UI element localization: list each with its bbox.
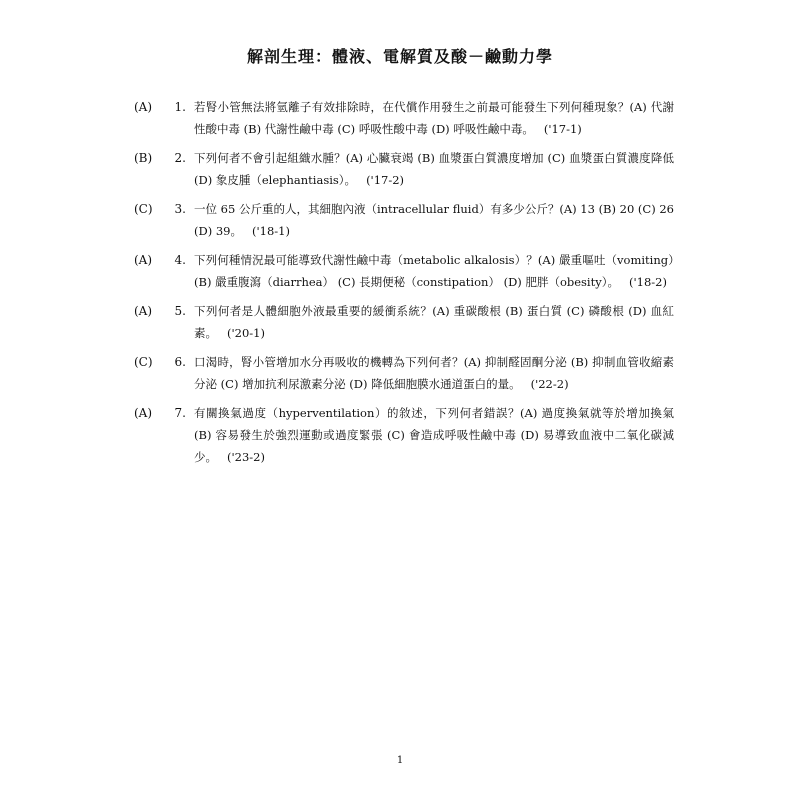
question-text: 有關換氣過度（hyperventilation）的敘述，下列何者錯誤？(A) 過度換氣就等於增加換氣 (B) 容易發生於強烈運動或過度緊張 (C) 會造成呼吸性鹼中毒 (D) 易導致血液中二氧化碳減少。 [194, 406, 674, 464]
page-title: 解剖生理：體液、電解質及酸－鹼動力學 [246, 47, 553, 66]
exam-source: ('17-1) [543, 122, 582, 136]
answer-key: (A) [134, 253, 153, 267]
question-text: 下列何者是人體細胞外液最重要的緩衝系統？(A) 重碳酸根 (B) 蛋白質 (C) 磷酸根 (D) 血紅素。 [194, 304, 674, 340]
question-number: 5. [174, 304, 186, 318]
question-item [134, 300, 674, 344]
question-body [194, 96, 674, 140]
question-item [134, 351, 674, 395]
question-item [134, 249, 674, 293]
question-text: 口渴時，腎小管增加水分再吸收的機轉為下列何者？(A) 抑制醛固酮分泌 (B) 抑制血管收縮素分泌 (C) 增加抗利尿激素分泌 (D) 降低細胞膜水通道蛋白的量。 [194, 355, 674, 391]
exam-source: ('20-1) [227, 326, 265, 340]
question-list [134, 96, 674, 475]
answer-key: (C) [134, 355, 153, 369]
question-item [134, 147, 674, 191]
question-number: 7. [174, 406, 186, 420]
answer-key: (A) [134, 406, 153, 420]
question-number: 4. [174, 253, 186, 267]
question-item [134, 402, 674, 468]
question-number: 6. [174, 355, 186, 369]
question-text: 一位 65 公斤重的人，其細胞內液（intracellular fluid）有多少公斤？(A) 13 (B) 20 (C) 26 (D) 39。 [194, 202, 674, 238]
exam-source: ('18-2) [628, 275, 667, 289]
question-text: 若腎小管無法將氫離子有效排除時，在代償作用發生之前最可能發生下列何種現象？(A) 代謝性酸中毒 (B) 代謝性鹼中毒 (C) 呼吸性酸中毒 (D) 呼吸性鹼中毒。 [194, 100, 674, 136]
question-text: 下列何種情況最可能導致代謝性鹼中毒（metabolic alkalosis）？(A) 嚴重嘔吐（vomiting）(B) 嚴重腹瀉（diarrhea） (C) 長期便秘（constipation） (D) 肥胖（obesity）。 [194, 253, 674, 289]
page-number: 1 [396, 755, 404, 766]
question-body [194, 300, 674, 344]
question-number: 3. [174, 202, 186, 216]
exam-source: ('18-1) [251, 224, 290, 238]
answer-key: (B) [134, 151, 153, 165]
question-body [194, 351, 674, 395]
question-body [194, 249, 674, 293]
question-body [194, 198, 674, 242]
question-body [194, 147, 674, 191]
question-text: 下列何者不會引起組織水腫？(A) 心臟衰竭 (B) 血漿蛋白質濃度增加 (C) 血漿蛋白質濃度降低 (D) 象皮腫（elephantiasis）。 [194, 151, 674, 187]
answer-key: (A) [134, 304, 153, 318]
question-number: 2. [174, 151, 186, 165]
exam-source: ('23-2) [227, 450, 265, 464]
answer-key: (A) [134, 100, 153, 114]
exam-source: ('22-2) [530, 377, 569, 391]
exam-source: ('17-2) [366, 173, 405, 187]
question-body [194, 402, 674, 468]
answer-key: (C) [134, 202, 153, 216]
question-item [134, 96, 674, 140]
question-number: 1. [174, 100, 186, 114]
question-item [134, 198, 674, 242]
